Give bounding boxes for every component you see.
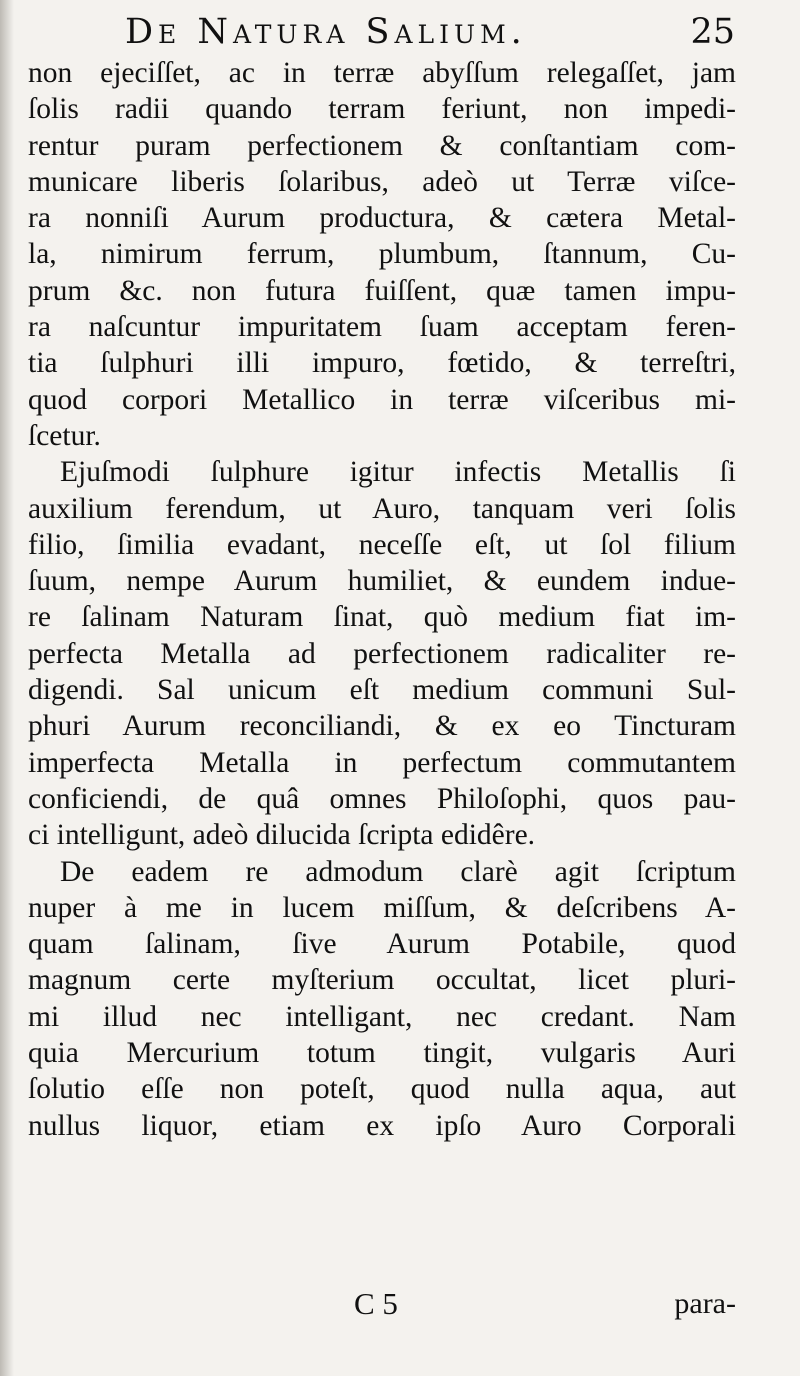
text-line: ſolutio eſſe non poteſt, quod nulla aqua, aut — [28, 1073, 736, 1106]
text-line: prum &c. non futura fuiſſent, quæ tamen impu- — [28, 274, 736, 307]
text-line: quia Mercurium totum tingit, vulgaris Auri — [28, 1037, 736, 1070]
body-text — [28, 55, 736, 1144]
text-line: perfecta Metalla ad perfectionem radicaliter re- — [28, 637, 736, 670]
text-line: auxilium ferendum, ut Auro, tanquam veri ſolis — [28, 492, 736, 525]
text-line: ſcetur. — [28, 419, 101, 452]
text-line: filio, ſimilia evadant, neceſſe eſt, ut ſol filium — [28, 528, 736, 561]
paragraph — [28, 55, 736, 454]
page-footer — [28, 1284, 736, 1324]
gutter-shadow — [0, 0, 14, 1376]
text-line: imperfecta Metalla in perfectum commutantem — [28, 746, 736, 779]
running-head: De Natura Salium. — [125, 12, 527, 52]
text-line: tia ſulphuri illi impuro, fœtido, & terreſtri, — [28, 347, 736, 380]
text-line: magnum certe myſterium occultat, licet pluri- — [28, 964, 736, 997]
paragraph — [28, 454, 736, 853]
text-line: ſuum, nempe Aurum humiliet, & eundem indue- — [28, 565, 736, 598]
text-line: phuri Aurum reconciliandi, & ex eo Tincturam — [28, 710, 736, 743]
page-number: 25 — [690, 12, 735, 52]
page-header — [125, 10, 735, 54]
text-line: Ejuſmodi ſulphure igitur infectis Metallis ſi — [60, 456, 736, 489]
text-line: digendi. Sal unicum eſt medium communi Sul- — [28, 674, 736, 707]
text-line: non ejeciſſet, ac in terræ abyſſum relegaſſet, jam — [28, 57, 736, 89]
text-line: quam ſalinam, ſive Aurum Potabile, quod — [28, 928, 736, 961]
text-line: ſolis radii quando terram feriunt, non impedi- — [28, 93, 736, 126]
text-line: ra naſcuntur impuritatem ſuam acceptam feren- — [28, 311, 736, 344]
text-line: nullus liquor, etiam ex ipſo Auro Corporali — [28, 1109, 736, 1142]
text-line: mi illud nec intelligant, nec credant. Nam — [28, 1000, 736, 1033]
text-line: quod corpori Metallico in terræ viſceribus mi- — [28, 383, 736, 416]
catchword: para- — [674, 1287, 736, 1320]
paragraph — [28, 854, 736, 1144]
text-line: ci intelligunt, adeò dilucida ſcripta edidêre. — [28, 819, 536, 852]
text-line: De eadem re admodum clarè agit ſcriptum — [60, 855, 736, 888]
text-line: re ſalinam Naturam ſinat, quò medium fiat im- — [28, 601, 736, 634]
text-line: la, nimirum ferrum, plumbum, ſtannum, Cu- — [28, 238, 736, 271]
text-line: nuper à me in lucem miſſum, & deſcribens A- — [28, 891, 736, 924]
text-line: municare liberis ſolaribus, adeò ut Terræ viſce- — [28, 165, 736, 198]
text-line: rentur puram perfectionem & conſtantiam com- — [28, 129, 736, 162]
signature-mark: C 5 — [354, 1286, 398, 1321]
text-line: ra nonniſi Aurum productura, & cætera Metal- — [28, 202, 736, 235]
text-line: conficiendi, de quâ omnes Philoſophi, quos pau- — [28, 782, 736, 815]
